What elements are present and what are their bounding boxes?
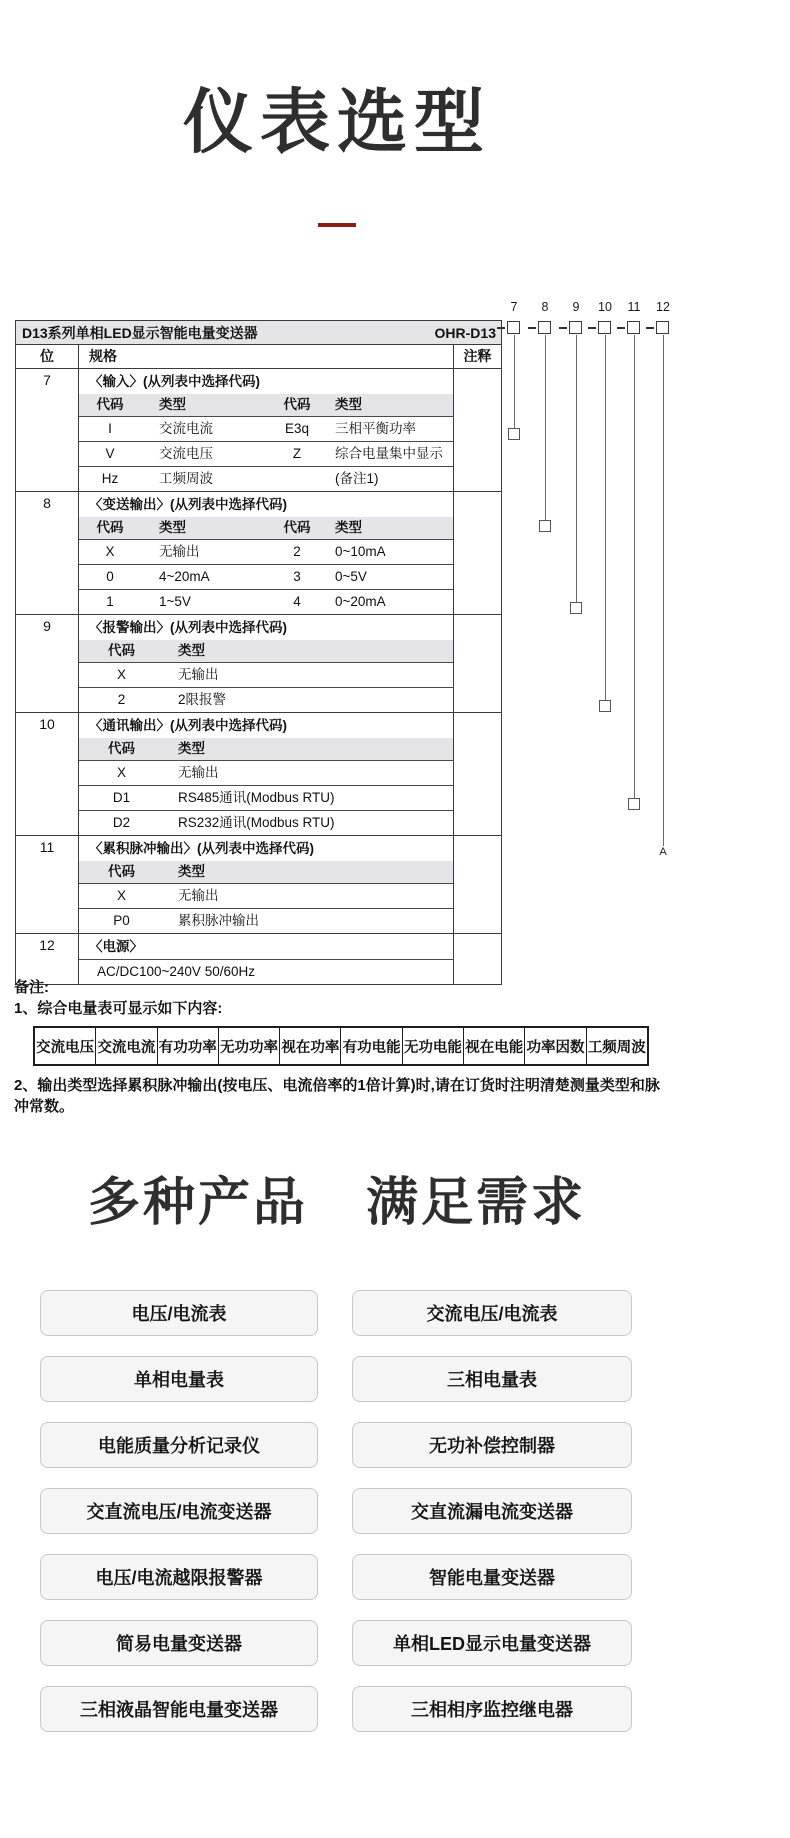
product-button-reactive-compensation-ctrl[interactable]: 无功补偿控制器	[352, 1422, 632, 1468]
spec-row	[79, 564, 453, 589]
subhead-cell: 代码	[283, 520, 311, 535]
code-cell	[265, 467, 329, 491]
type-cell: 无输出	[159, 544, 200, 559]
leader-end-box-10	[599, 700, 611, 712]
digit-label-9: 9	[572, 300, 580, 314]
code-type-header	[79, 394, 453, 416]
subhead-cell: 类型	[335, 520, 362, 535]
section-title: 〈报警输出〉(从列表中选择代码)	[89, 620, 287, 635]
products-heading-left: 多种产品	[87, 1174, 308, 1232]
leader-line-8	[545, 335, 546, 520]
subhead-cell: 类型	[178, 864, 205, 879]
model-selection-table	[15, 320, 502, 985]
subhead-cell: 代码	[108, 864, 135, 879]
code-box-8	[538, 321, 551, 334]
col-header-spec: 规格	[89, 348, 117, 364]
display-item-cell: 视在功率	[280, 1028, 341, 1064]
section-body	[79, 713, 453, 835]
type-cell: 2限报警	[178, 692, 227, 707]
leader-line-10	[605, 335, 606, 700]
type-cell: 三相平衡功率	[335, 421, 416, 436]
product-button-simple-power-transmitter[interactable]: 简易电量变送器	[40, 1620, 318, 1666]
section-title: 〈电源〉	[89, 939, 143, 954]
code-box-12	[656, 321, 669, 334]
leader-end-box-8	[539, 520, 551, 532]
section-title: 〈通讯输出〉(从列表中选择代码)	[89, 718, 287, 733]
product-button-phase-sequence-relay[interactable]: 三相相序监控继电器	[352, 1686, 632, 1732]
display-item-cell: 功率因数	[525, 1028, 586, 1064]
spec-section-8	[16, 491, 501, 614]
type-cell: 交流电压	[159, 446, 213, 461]
products-heading	[0, 1160, 674, 1235]
spec-section-7	[16, 369, 501, 491]
digit-label-10: 10	[598, 300, 612, 314]
product-button-voltage-current-meter[interactable]: 电压/电流表	[40, 1290, 318, 1336]
code-cell: 1	[106, 594, 114, 609]
subhead-cell: 代码	[96, 520, 124, 535]
code-box-11	[627, 321, 640, 334]
section-body	[79, 369, 453, 491]
code-type-header	[79, 861, 453, 883]
type-cell: RS485通讯(Modbus RTU)	[178, 790, 335, 805]
leader-end-box-9	[570, 602, 582, 614]
note-cell	[453, 934, 501, 984]
spec-section-11	[16, 835, 501, 933]
spec-section-12	[16, 933, 501, 984]
code-cell: 0	[106, 569, 114, 584]
subhead-cell: 代码	[108, 643, 135, 658]
model-code-dash	[617, 327, 625, 329]
code-cell: X	[116, 765, 126, 780]
code-box-7	[507, 321, 520, 334]
code-cell: 2	[293, 544, 301, 559]
digit-label-11: 11	[627, 300, 641, 314]
code-cell: X	[116, 888, 126, 903]
code-cell: X	[116, 667, 126, 682]
leader-line-9	[576, 335, 577, 602]
type-cell: 无输出	[178, 765, 219, 780]
product-button-ac-voltage-current-meter[interactable]: 交流电压/电流表	[352, 1290, 632, 1336]
type-cell: 累积脉冲输出	[178, 913, 259, 928]
display-items-table	[33, 1026, 649, 1066]
column-header-row	[16, 345, 501, 369]
products-heading-right: 满足需求	[366, 1174, 587, 1232]
type-cell: 0~10mA	[335, 544, 386, 559]
code-cell: E3q	[284, 421, 310, 436]
code-cell: 2	[117, 692, 126, 707]
code-cell: D1	[112, 790, 131, 805]
code-cell: 4	[293, 594, 301, 609]
note-cell	[453, 615, 501, 712]
digit-label-12: 12	[656, 300, 670, 314]
spec-row	[79, 662, 453, 687]
subhead-cell: 代码	[283, 397, 311, 412]
type-cell: 无输出	[178, 667, 219, 682]
spec-section-10	[16, 712, 501, 835]
col-header-pos: 位	[16, 345, 79, 368]
model-code-dash	[559, 327, 567, 329]
section-pos: 8	[16, 492, 79, 614]
note-cell	[453, 369, 501, 491]
subhead-cell: 代码	[96, 397, 124, 412]
type-cell: 工频周波	[159, 471, 213, 486]
display-item-cell: 有功电能	[341, 1028, 402, 1064]
display-item-cell: 无功电能	[403, 1028, 464, 1064]
section-body	[79, 934, 453, 984]
code-cell: I	[108, 421, 112, 436]
code-cell: 3	[293, 569, 301, 584]
title-underline-accent	[318, 223, 356, 227]
notes-label: 备注:	[14, 979, 49, 996]
product-button-leakage-current-transmitter[interactable]: 交直流漏电流变送器	[352, 1488, 632, 1534]
display-item-cell: 交流电压	[35, 1028, 96, 1064]
note-cell	[453, 713, 501, 835]
leader-line-12	[663, 335, 664, 846]
spec-row	[79, 441, 453, 466]
section-pos: 7	[16, 369, 79, 491]
note-cell	[453, 836, 501, 933]
spec-row	[79, 416, 453, 441]
section-pos: 11	[16, 836, 79, 933]
type-cell: 0~20mA	[335, 594, 386, 609]
subhead-cell: 类型	[178, 741, 205, 756]
type-cell: 1~5V	[159, 594, 191, 609]
digit-label-8: 8	[541, 300, 549, 314]
section-title: 〈累积脉冲输出〉(从列表中选择代码)	[89, 841, 314, 856]
code-cell: D2	[112, 815, 131, 830]
display-item-cell: 有功功率	[158, 1028, 219, 1064]
display-item-cell: 视在电能	[464, 1028, 525, 1064]
spec-row	[79, 908, 453, 933]
spec-row	[79, 760, 453, 785]
product-button-three-phase-power-meter[interactable]: 三相电量表	[352, 1356, 632, 1402]
product-button-smart-power-transmitter[interactable]: 智能电量变送器	[352, 1554, 632, 1600]
display-item-cell: 工频周波	[587, 1039, 646, 1056]
power-spec: AC/DC100~240V 50/60Hz	[79, 959, 453, 984]
type-cell: 4~20mA	[159, 569, 210, 584]
product-line-title: D13系列单相LED显示智能电量变送器	[22, 324, 258, 341]
table-header-bar	[16, 321, 501, 345]
leader-end-arrow-12: A	[659, 846, 667, 858]
code-cell: V	[105, 446, 115, 461]
digit-label-7: 7	[510, 300, 518, 314]
type-cell: 综合电量集中显示	[335, 446, 443, 461]
section-title: 〈变送输出〉(从列表中选择代码)	[89, 497, 287, 512]
product-button-acdc-vi-transmitter[interactable]: 交直流电压/电流变送器	[40, 1488, 318, 1534]
display-item-cell: 交流电流	[96, 1028, 157, 1064]
code-cell: Hz	[101, 471, 119, 486]
spec-row	[79, 810, 453, 835]
model-prefix: OHR-D13	[434, 324, 496, 341]
leader-end-box-11	[628, 798, 640, 810]
leader-line-7	[514, 335, 515, 428]
section-body	[79, 492, 453, 614]
product-button-single-phase-power-meter[interactable]: 单相电量表	[40, 1356, 318, 1402]
col-header-note: 注释	[453, 345, 501, 368]
note-cell	[453, 492, 501, 614]
model-code-dash	[588, 327, 596, 329]
leader-line-11	[634, 335, 635, 798]
spec-row	[79, 539, 453, 564]
code-type-header	[79, 738, 453, 760]
model-code-dash	[497, 327, 505, 329]
section-pos: 12	[16, 934, 79, 984]
code-type-header	[79, 517, 453, 539]
leader-end-box-7	[508, 428, 520, 440]
code-cell: P0	[113, 913, 130, 928]
code-box-10	[598, 321, 611, 334]
model-code-dash	[528, 327, 536, 329]
spec-row	[79, 785, 453, 810]
spec-row	[79, 687, 453, 712]
type-cell: 无输出	[178, 888, 219, 903]
section-title: 〈输入〉(从列表中选择代码)	[89, 374, 260, 389]
subhead-cell: 类型	[159, 397, 186, 412]
code-box-9	[569, 321, 582, 334]
section-body	[79, 836, 453, 933]
product-button-single-phase-led-transmitter[interactable]: 单相LED显示电量变送器	[352, 1620, 632, 1666]
spec-section-9	[16, 614, 501, 712]
spec-row	[79, 466, 453, 491]
type-cell: 0~5V	[335, 569, 367, 584]
subhead-cell: 类型	[335, 397, 362, 412]
subhead-cell: 代码	[108, 741, 135, 756]
model-code-dash	[646, 327, 654, 329]
subhead-cell: 类型	[178, 643, 205, 658]
page-title: 仪表选型	[183, 83, 491, 161]
type-cell: RS232通讯(Modbus RTU)	[178, 815, 335, 830]
subhead-cell: 类型	[159, 520, 186, 535]
section-body	[79, 615, 453, 712]
note-2-text: 2、输出类型选择累积脉冲输出(按电压、电流倍率的1倍计算)时,请在订货时注明清楚测量类型和脉冲常数。	[14, 1077, 660, 1115]
spec-row	[79, 589, 453, 614]
type-cell: (备注1)	[335, 471, 379, 486]
spec-row	[79, 883, 453, 908]
display-item-cell: 无功功率	[219, 1028, 280, 1064]
product-button-power-quality-recorder[interactable]: 电能质量分析记录仪	[40, 1422, 318, 1468]
section-pos: 10	[16, 713, 79, 835]
note-1-text: 1、综合电量表可显示如下内容:	[14, 1000, 223, 1017]
product-button-three-phase-lcd-transmitter[interactable]: 三相液晶智能电量变送器	[40, 1686, 318, 1732]
code-cell: Z	[292, 446, 302, 461]
code-cell: X	[105, 544, 115, 559]
type-cell: 交流电流	[159, 421, 213, 436]
code-type-header	[79, 640, 453, 662]
product-button-limit-alarm[interactable]: 电压/电流越限报警器	[40, 1554, 318, 1600]
section-pos: 9	[16, 615, 79, 712]
